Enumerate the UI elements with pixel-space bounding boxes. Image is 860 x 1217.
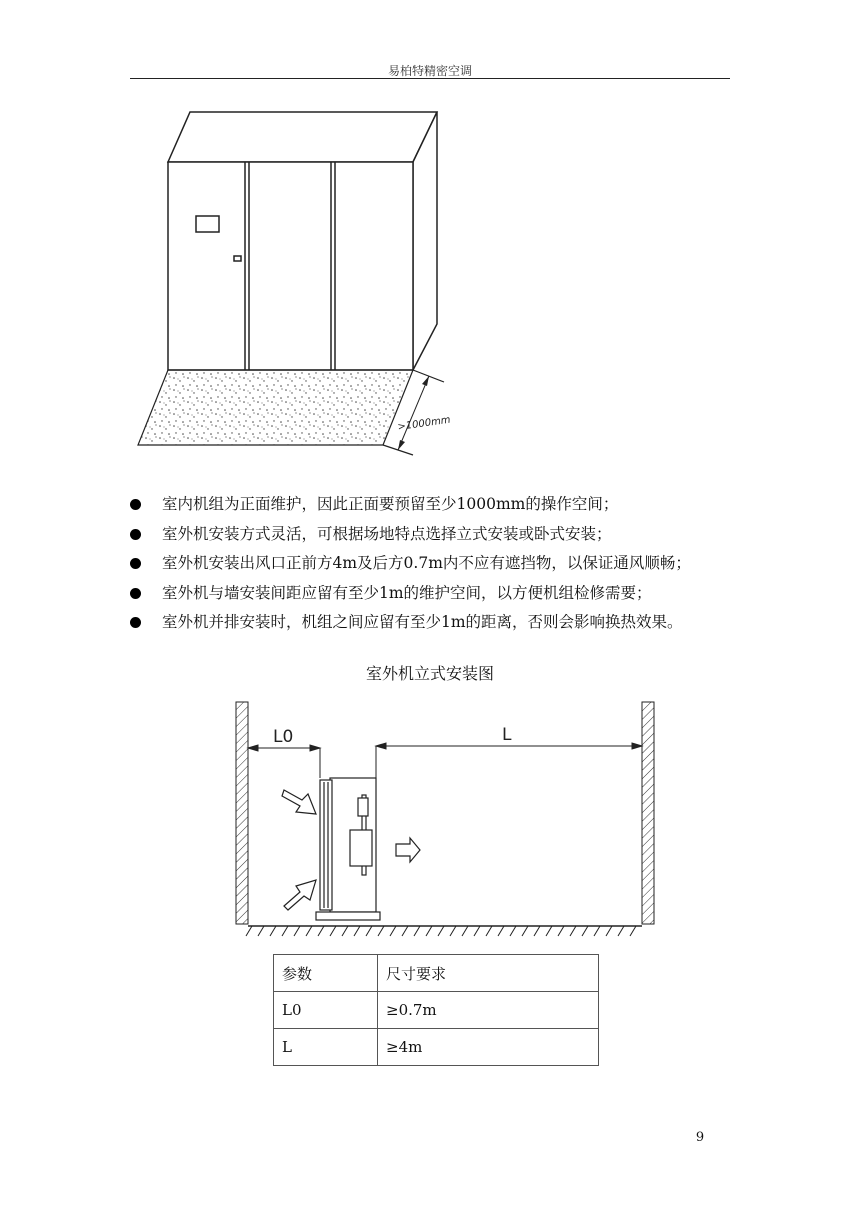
ground-hatch-tick (426, 926, 432, 936)
list-item (130, 611, 770, 641)
ground-hatch-tick (498, 926, 504, 936)
ground-hatch-tick (618, 926, 624, 936)
ground-hatch-tick (522, 926, 528, 936)
ground-hatch-tick (510, 926, 516, 936)
air-outlet-arrow (396, 838, 420, 862)
ground-hatch-tick (270, 926, 276, 936)
ground-hatch-tick (342, 926, 348, 936)
ground-hatch-tick (594, 926, 600, 936)
ground-hatch-tick (462, 926, 468, 936)
ground-hatch-tick (474, 926, 480, 936)
ground-hatch-tick (558, 926, 564, 936)
table-cell: ≥0.7m (378, 992, 599, 1029)
ground-hatch-tick (582, 926, 588, 936)
ground-hatch-tick (534, 926, 540, 936)
ground-hatch-tick (630, 926, 636, 936)
table-header-row (274, 955, 599, 992)
header-title: 易柏特精密空调 (387, 64, 472, 78)
ground-hatch-tick (546, 926, 552, 936)
display-panel (196, 216, 219, 232)
bullet-icon (130, 529, 141, 540)
ground-hatch-tick (330, 926, 336, 936)
ground-hatch-tick (282, 926, 288, 936)
ground-hatch-tick (438, 926, 444, 936)
list-item (130, 493, 770, 523)
unit-panel (350, 830, 372, 866)
params-table (273, 954, 599, 1066)
floor-clearance-area (138, 370, 413, 445)
list-item-text: 室外机与墙安装间距应留有至少1m的维护空间，以方便机组检修需要； (162, 583, 652, 602)
ground-hatch-tick (414, 926, 420, 936)
ground-hatch-tick (378, 926, 384, 936)
ground-hatch-tick (306, 926, 312, 936)
installation-notes-list (130, 493, 770, 641)
right-wall (642, 702, 654, 924)
label-l: L (502, 725, 512, 745)
ground-hatch-tick (450, 926, 456, 936)
ground-hatch-tick (606, 926, 612, 936)
page-number: 9 (695, 1130, 705, 1145)
ground-hatch-tick (570, 926, 576, 936)
list-item-text: 室内机组为正面维护，因此正面要预留至少1000mm的操作空间； (162, 495, 619, 513)
ground-hatch-tick (486, 926, 492, 936)
indoor-cabinet-figure (130, 100, 460, 465)
list-item-text: 室外机安装方式灵活，可根据场地特点选择立式安装或卧式安装； (162, 524, 612, 543)
bullet-icon (130, 617, 141, 628)
table-cell: L0 (274, 992, 378, 1029)
ground-hatch-tick (318, 926, 324, 936)
header-rule (130, 78, 730, 79)
ground-hatch-tick (294, 926, 300, 936)
table-cell: L (274, 1029, 378, 1066)
list-item (130, 523, 770, 553)
ground-hatch-tick (246, 926, 252, 936)
bullet-icon (130, 558, 141, 569)
table-header-cell: 参数 (274, 955, 378, 992)
bullet-icon (130, 499, 141, 510)
list-item (130, 552, 770, 582)
cabinet-body (168, 112, 437, 370)
ground-hatch-tick (366, 926, 372, 936)
air-inlet-arrow-upper (282, 790, 316, 814)
list-item-text: 室外机并排安装时，机组之间应留有至少1m的距离，否则会影响换热效果。 (162, 613, 683, 631)
ground-hatch-tick (390, 926, 396, 936)
figure-caption: 室外机立式安装图 (365, 664, 494, 683)
label-l0: L0 (273, 727, 294, 747)
list-item (130, 582, 770, 612)
table-header-cell: 尺寸要求 (378, 955, 599, 992)
table-row (274, 992, 599, 1029)
outdoor-unit (316, 778, 380, 920)
outdoor-unit-figure (230, 690, 670, 940)
ground-hatch-tick (354, 926, 360, 936)
clearance-label: >1000mm (396, 414, 452, 433)
door-handle (234, 256, 241, 261)
left-wall (236, 702, 248, 924)
ground-hatch-tick (402, 926, 408, 936)
ground (246, 926, 642, 936)
table-cell: ≥4m (378, 1029, 599, 1066)
ground-hatch-tick (258, 926, 264, 936)
list-item-text: 室外机安装出风口正前方4m及后方0.7m内不应有遮挡物，以保证通风顺畅； (162, 554, 691, 572)
table-row (274, 1029, 599, 1066)
bullet-icon (130, 588, 141, 599)
air-inlet-arrow-lower (284, 880, 316, 910)
unit-label-plate (358, 798, 368, 816)
